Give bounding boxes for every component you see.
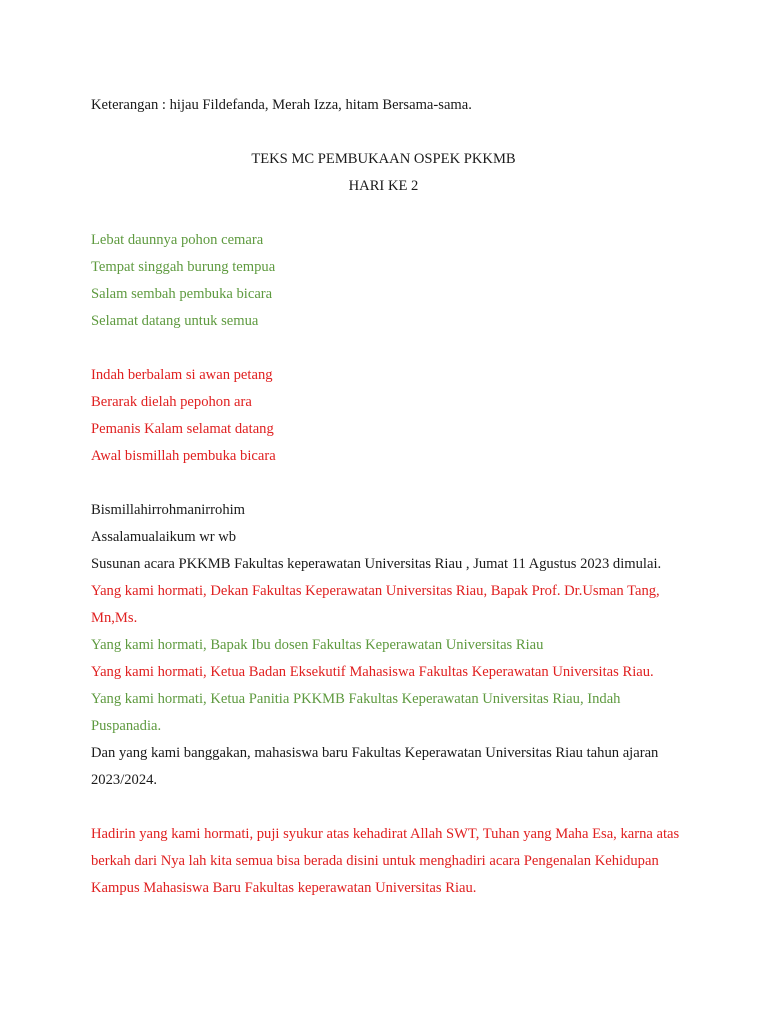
document-subtitle: HARI KE 2 [348,178,419,194]
spacer [91,119,691,146]
honor-dosen: Yang kami hormati, Bapak Ibu dosen Fakultas Keperawatan Universitas Riau [91,637,544,653]
hadirin-paragraph: Hadirin yang kami hormati, puji syukur atas kehadirat Allah SWT, Tuhan yang Maha Esa, karna atas berkah dari Nya lah kita semua bisa berada disini untuk menghadiri acara Pengenalan Kehidupan Kampus Mahasiswa Baru Fakultas keperawatan Universitas Riau. [91,826,680,896]
pantun-line: Tempat singgah burung tempua [91,259,276,275]
honor-mahasiswa: Dan yang kami banggakan, mahasiswa baru Fakultas Keperawatan Universitas Riau tahun ajaran 2023/2024. [91,745,659,788]
honor-dekan: Yang kami hormati, Dekan Fakultas Keperawatan Universitas Riau, Bapak Prof. Dr.Usman Tang, Mn,Ms. [91,583,660,626]
spacer [91,794,691,821]
document-page [91,92,691,902]
bismillah-line: Bismillahirrohmanirrohim [91,502,246,518]
pantun-line: Pemanis Kalam selamat datang [91,421,274,437]
spacer [91,200,691,227]
pantun-red [91,362,691,470]
pantun-line: Awal bismillah pembuka bicara [91,448,276,464]
salam-line: Assalamualaikum wr wb [91,529,237,545]
pantun-line: Berarak dielah pepohon ara [91,394,252,410]
pantun-green [91,227,691,335]
honor-panitia: Yang kami hormati, Ketua Panitia PKKMB Fakultas Keperawatan Universitas Riau, Indah Puspanadia. [91,691,621,734]
susunan-paragraph: Susunan acara PKKMB Fakultas keperawatan Universitas Riau , Jumat 11 Agustus 2023 dimulai. [91,556,662,572]
honor-bem: Yang kami hormati, Ketua Badan Eksekutif Mahasiswa Fakultas Keperawatan Universitas Riau. [91,664,654,680]
pantun-line: Lebat daunnya pohon cemara [91,232,264,248]
spacer [91,335,691,362]
pantun-line: Selamat datang untuk semua [91,313,259,329]
keterangan-note: Keterangan : hijau Fildefanda, Merah Izza, hitam Bersama-sama. [91,97,472,113]
document-title: TEKS MC PEMBUKAAN OSPEK PKKMB [251,151,516,167]
pantun-line: Salam sembah pembuka bicara [91,286,273,302]
spacer [91,470,691,497]
pantun-line: Indah berbalam si awan petang [91,367,273,383]
